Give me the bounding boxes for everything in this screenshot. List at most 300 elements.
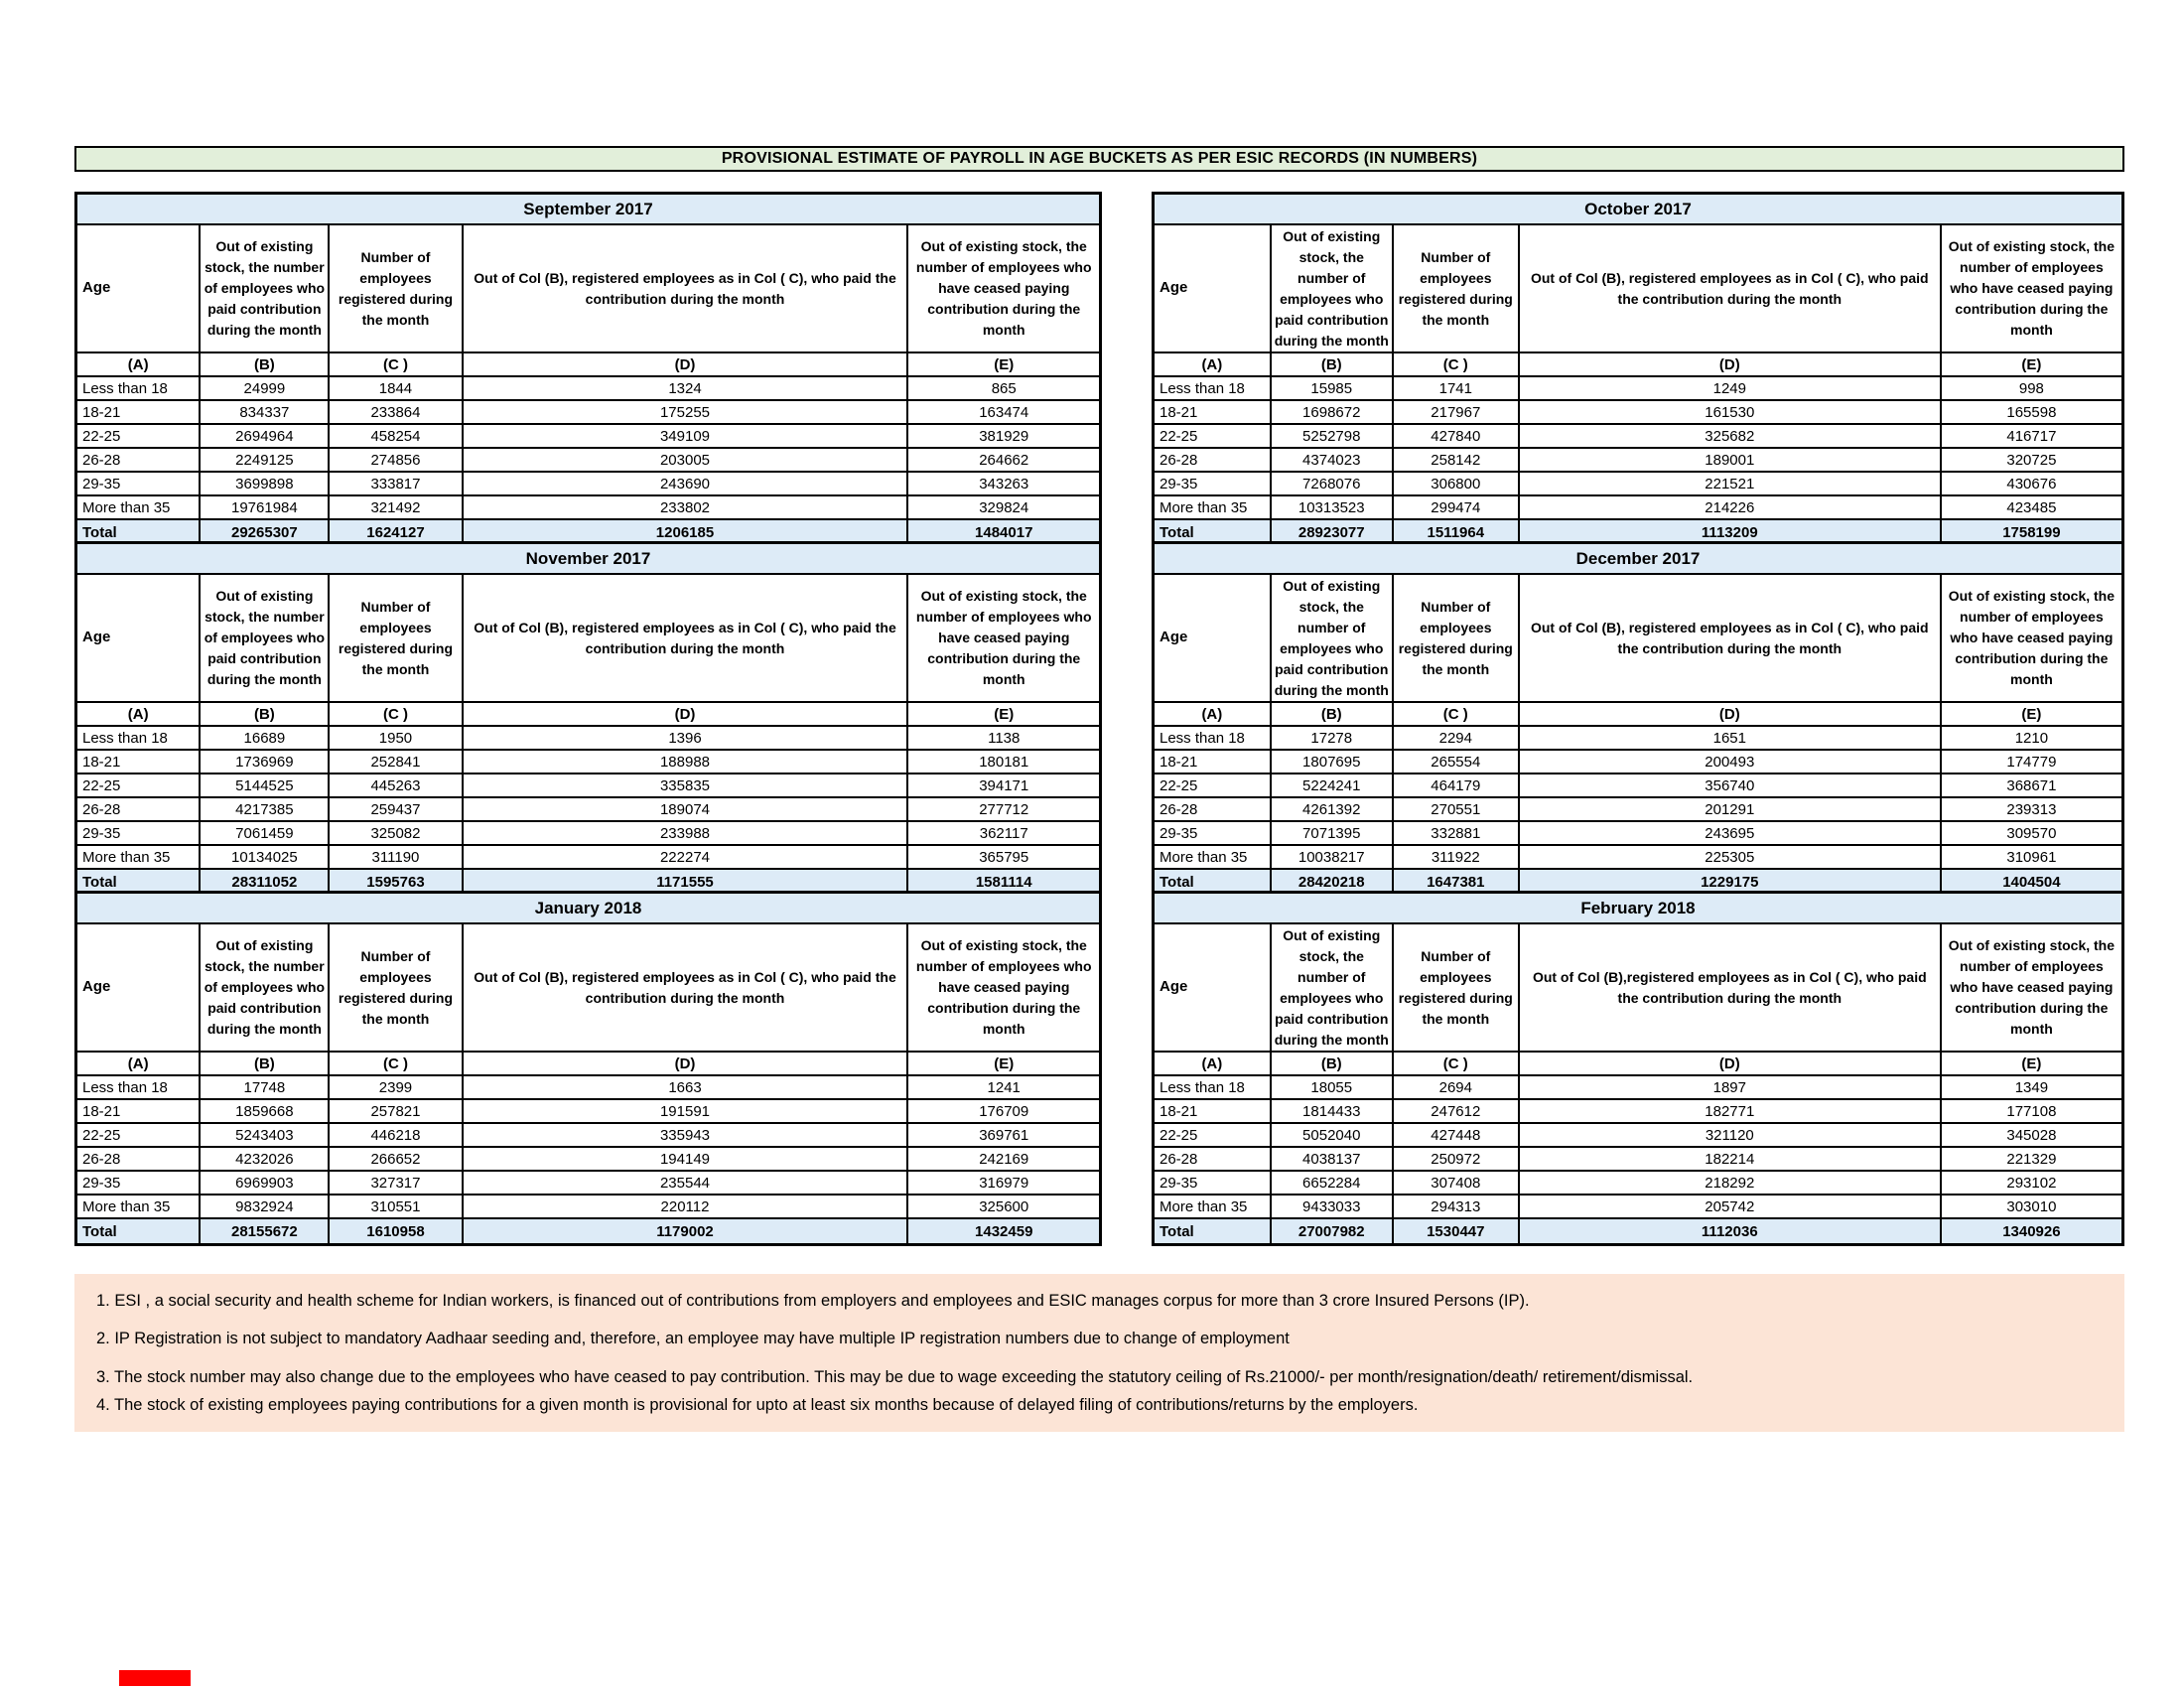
age-cell: 26-28 xyxy=(1154,797,1271,821)
month-row xyxy=(1154,194,2123,225)
value-cell: 265554 xyxy=(1393,750,1519,774)
total-value-cell: 29265307 xyxy=(200,519,329,546)
table-row xyxy=(76,495,1101,519)
month-row xyxy=(1154,893,2123,924)
table-row xyxy=(76,726,1101,750)
total-value-cell: 1432459 xyxy=(907,1218,1100,1245)
value-cell: 5243403 xyxy=(200,1123,329,1147)
value-cell: 1396 xyxy=(463,726,908,750)
value-cell: 333817 xyxy=(329,472,462,495)
column-letter: (C ) xyxy=(329,702,462,726)
value-cell: 1349 xyxy=(1941,1075,2123,1099)
total-row xyxy=(1154,1218,2123,1245)
table-row xyxy=(1154,774,2123,797)
table-row xyxy=(76,424,1101,448)
total-value-cell: 1647381 xyxy=(1393,869,1519,896)
table-row xyxy=(1154,845,2123,869)
col-b-header: Out of existing stock, the number of employees who paid contribution during the month xyxy=(1271,923,1393,1052)
month-row xyxy=(1154,543,2123,575)
total-value-cell: 1340926 xyxy=(1941,1218,2123,1245)
value-cell: 266652 xyxy=(329,1147,462,1171)
column-letter: (C ) xyxy=(329,352,462,376)
red-marker xyxy=(119,1670,191,1686)
column-letter: (A) xyxy=(76,1052,201,1075)
value-cell: 1950 xyxy=(329,726,462,750)
value-cell: 18055 xyxy=(1271,1075,1393,1099)
age-cell: 18-21 xyxy=(76,1099,201,1123)
page-title: PROVISIONAL ESTIMATE OF PAYROLL IN AGE BUCKETS AS PER ESIC RECORDS (IN NUMBERS) xyxy=(74,146,2124,172)
value-cell: 252841 xyxy=(329,750,462,774)
value-cell: 445263 xyxy=(329,774,462,797)
age-cell: 29-35 xyxy=(76,472,201,495)
data-table xyxy=(1152,891,2124,1246)
age-cell: 29-35 xyxy=(1154,821,1271,845)
column-letter: (A) xyxy=(1154,702,1271,726)
value-cell: 423485 xyxy=(1941,495,2123,519)
column-letter-row xyxy=(76,1052,1101,1075)
footnote: 3. The stock number may also change due to the employees who have ceased to pay contribution. This may be due to wage exceeding the statutory ceiling of Rs.21000/- per month/resignation/death/ retirement/dismissal. xyxy=(96,1368,1694,1387)
total-value-cell: 1511964 xyxy=(1393,519,1519,546)
value-cell: 205742 xyxy=(1519,1195,1941,1218)
col-d-header: Out of Col (B),registered employees as in Col ( C), who paid the contribution during the month xyxy=(1519,923,1941,1052)
column-letter: (B) xyxy=(200,702,329,726)
value-cell: 239313 xyxy=(1941,797,2123,821)
value-cell: 274856 xyxy=(329,448,462,472)
value-cell: 299474 xyxy=(1393,495,1519,519)
table-row xyxy=(1154,424,2123,448)
value-cell: 243695 xyxy=(1519,821,1941,845)
value-cell: 250972 xyxy=(1393,1147,1519,1171)
col-c-header: Number of employees registered during the month xyxy=(329,923,462,1052)
table-row xyxy=(76,376,1101,400)
value-cell: 349109 xyxy=(463,424,908,448)
value-cell: 175255 xyxy=(463,400,908,424)
age-cell: More than 35 xyxy=(1154,1195,1271,1218)
value-cell: 194149 xyxy=(463,1147,908,1171)
column-letter: (B) xyxy=(200,1052,329,1075)
table-row xyxy=(1154,1195,2123,1218)
footnote: 4. The stock of existing employees paying contributions for a given month is provisional for upto at least six months because of delayed filing of contributions/returns by the employers. xyxy=(96,1395,1419,1414)
col-b-header: Out of existing stock, the number of employees who paid contribution during the month xyxy=(1271,574,1393,702)
value-cell: 218292 xyxy=(1519,1171,1941,1195)
value-cell: 19761984 xyxy=(200,495,329,519)
column-letter: (E) xyxy=(907,1052,1100,1075)
column-letter: (B) xyxy=(1271,352,1393,376)
month-row xyxy=(76,194,1101,225)
col-c-header: Number of employees registered during the month xyxy=(329,224,462,352)
value-cell: 217967 xyxy=(1393,400,1519,424)
value-cell: 362117 xyxy=(907,821,1100,845)
value-cell: 182214 xyxy=(1519,1147,1941,1171)
total-value-cell: 1206185 xyxy=(463,519,908,546)
value-cell: 214226 xyxy=(1519,495,1941,519)
value-cell: 310551 xyxy=(329,1195,462,1218)
value-cell: 258142 xyxy=(1393,448,1519,472)
value-cell: 365795 xyxy=(907,845,1100,869)
value-cell: 5144525 xyxy=(200,774,329,797)
value-cell: 430676 xyxy=(1941,472,2123,495)
table-row xyxy=(76,1123,1101,1147)
value-cell: 5052040 xyxy=(1271,1123,1393,1147)
value-cell: 320725 xyxy=(1941,448,2123,472)
total-value-cell: 27007982 xyxy=(1271,1218,1393,1245)
month-row xyxy=(76,893,1101,924)
value-cell: 6969903 xyxy=(200,1171,329,1195)
table-row xyxy=(1154,797,2123,821)
table-row xyxy=(76,1147,1101,1171)
value-cell: 1324 xyxy=(463,376,908,400)
value-cell: 1741 xyxy=(1393,376,1519,400)
value-cell: 4217385 xyxy=(200,797,329,821)
age-column-header: Age xyxy=(1154,923,1271,1052)
age-cell: More than 35 xyxy=(76,845,201,869)
col-e-header: Out of existing stock, the number of employees who have ceased paying contribution during the month xyxy=(1941,923,2123,1052)
value-cell: 294313 xyxy=(1393,1195,1519,1218)
column-letter: (E) xyxy=(1941,702,2123,726)
table-row xyxy=(1154,750,2123,774)
value-cell: 1844 xyxy=(329,376,462,400)
value-cell: 343263 xyxy=(907,472,1100,495)
col-c-header: Number of employees registered during the month xyxy=(1393,923,1519,1052)
table-row xyxy=(76,845,1101,869)
value-cell: 9433033 xyxy=(1271,1195,1393,1218)
data-table xyxy=(74,541,1102,897)
age-cell: 29-35 xyxy=(1154,472,1271,495)
table-row xyxy=(1154,1123,2123,1147)
column-letter-row xyxy=(1154,352,2123,376)
table-row xyxy=(76,1171,1101,1195)
value-cell: 2249125 xyxy=(200,448,329,472)
value-cell: 4374023 xyxy=(1271,448,1393,472)
value-cell: 182771 xyxy=(1519,1099,1941,1123)
value-cell: 303010 xyxy=(1941,1195,2123,1218)
data-table xyxy=(74,192,1102,547)
value-cell: 221521 xyxy=(1519,472,1941,495)
value-cell: 174779 xyxy=(1941,750,2123,774)
age-column-header: Age xyxy=(76,224,201,352)
total-value-cell: 1758199 xyxy=(1941,519,2123,546)
value-cell: 2694964 xyxy=(200,424,329,448)
age-cell: 22-25 xyxy=(76,774,201,797)
age-cell: 26-28 xyxy=(1154,1147,1271,1171)
table-row xyxy=(76,1195,1101,1218)
total-row xyxy=(76,1218,1101,1245)
table-row xyxy=(76,448,1101,472)
col-e-header: Out of existing stock, the number of employees who have ceased paying contribution during the month xyxy=(907,574,1100,702)
age-cell: Less than 18 xyxy=(76,726,201,750)
data-table xyxy=(1152,192,2124,547)
value-cell: 369761 xyxy=(907,1123,1100,1147)
value-cell: 165598 xyxy=(1941,400,2123,424)
column-letter: (B) xyxy=(200,352,329,376)
value-cell: 7268076 xyxy=(1271,472,1393,495)
table-row xyxy=(1154,376,2123,400)
value-cell: 368671 xyxy=(1941,774,2123,797)
total-label-cell: Total xyxy=(76,519,201,546)
column-letter: (A) xyxy=(76,702,201,726)
total-label-cell: Total xyxy=(76,869,201,896)
column-letter-row xyxy=(76,702,1101,726)
col-b-header: Out of existing stock, the number of employees who paid contribution during the month xyxy=(1271,224,1393,352)
col-e-header: Out of existing stock, the number of employees who have ceased paying contribution during the month xyxy=(907,224,1100,352)
value-cell: 7071395 xyxy=(1271,821,1393,845)
value-cell: 9832924 xyxy=(200,1195,329,1218)
column-header-row xyxy=(76,923,1101,1052)
table-row xyxy=(1154,821,2123,845)
table-row xyxy=(1154,448,2123,472)
value-cell: 17748 xyxy=(200,1075,329,1099)
footnotes-block xyxy=(74,1274,2124,1432)
value-cell: 1807695 xyxy=(1271,750,1393,774)
age-cell: 29-35 xyxy=(76,1171,201,1195)
total-label-cell: Total xyxy=(1154,519,1271,546)
value-cell: 163474 xyxy=(907,400,1100,424)
value-cell: 247612 xyxy=(1393,1099,1519,1123)
value-cell: 264662 xyxy=(907,448,1100,472)
column-letter: (D) xyxy=(463,702,908,726)
column-header-row xyxy=(1154,923,2123,1052)
value-cell: 1241 xyxy=(907,1075,1100,1099)
value-cell: 321120 xyxy=(1519,1123,1941,1147)
data-table xyxy=(1152,541,2124,897)
column-letter: (C ) xyxy=(1393,352,1519,376)
age-cell: 18-21 xyxy=(76,750,201,774)
column-header-row xyxy=(1154,224,2123,352)
age-cell: 22-25 xyxy=(76,424,201,448)
value-cell: 311190 xyxy=(329,845,462,869)
value-cell: 7061459 xyxy=(200,821,329,845)
table-row xyxy=(76,774,1101,797)
col-e-header: Out of existing stock, the number of employees who have ceased paying contribution during the month xyxy=(907,923,1100,1052)
age-cell: 26-28 xyxy=(76,448,201,472)
age-cell: 29-35 xyxy=(1154,1171,1271,1195)
value-cell: 427840 xyxy=(1393,424,1519,448)
month-label: November 2017 xyxy=(76,543,1101,575)
value-cell: 176709 xyxy=(907,1099,1100,1123)
value-cell: 416717 xyxy=(1941,424,2123,448)
value-cell: 177108 xyxy=(1941,1099,2123,1123)
table-row xyxy=(1154,495,2123,519)
value-cell: 335943 xyxy=(463,1123,908,1147)
age-cell: 26-28 xyxy=(1154,448,1271,472)
age-cell: Less than 18 xyxy=(1154,376,1271,400)
age-cell: 18-21 xyxy=(1154,400,1271,424)
total-value-cell: 1113209 xyxy=(1519,519,1941,546)
value-cell: 203005 xyxy=(463,448,908,472)
value-cell: 325600 xyxy=(907,1195,1100,1218)
total-value-cell: 28923077 xyxy=(1271,519,1393,546)
age-cell: Less than 18 xyxy=(1154,1075,1271,1099)
value-cell: 161530 xyxy=(1519,400,1941,424)
value-cell: 200493 xyxy=(1519,750,1941,774)
table-february-2018 xyxy=(1152,891,2124,1246)
total-label-cell: Total xyxy=(1154,869,1271,896)
value-cell: 10313523 xyxy=(1271,495,1393,519)
month-label: February 2018 xyxy=(1154,893,2123,924)
age-column-header: Age xyxy=(76,574,201,702)
column-letter: (E) xyxy=(1941,1052,2123,1075)
value-cell: 16689 xyxy=(200,726,329,750)
value-cell: 4232026 xyxy=(200,1147,329,1171)
age-cell: 26-28 xyxy=(76,1147,201,1171)
value-cell: 1663 xyxy=(463,1075,908,1099)
value-cell: 242169 xyxy=(907,1147,1100,1171)
value-cell: 10038217 xyxy=(1271,845,1393,869)
age-cell: 22-25 xyxy=(1154,1123,1271,1147)
value-cell: 311922 xyxy=(1393,845,1519,869)
value-cell: 1249 xyxy=(1519,376,1941,400)
value-cell: 222274 xyxy=(463,845,908,869)
table-november-2017 xyxy=(74,541,1102,897)
total-value-cell: 1581114 xyxy=(907,869,1100,896)
table-january-2018 xyxy=(74,891,1102,1246)
value-cell: 1897 xyxy=(1519,1075,1941,1099)
value-cell: 221329 xyxy=(1941,1147,2123,1171)
value-cell: 1210 xyxy=(1941,726,2123,750)
age-column-header: Age xyxy=(1154,574,1271,702)
value-cell: 1736969 xyxy=(200,750,329,774)
value-cell: 307408 xyxy=(1393,1171,1519,1195)
age-cell: 26-28 xyxy=(76,797,201,821)
col-d-header: Out of Col (B), registered employees as in Col ( C), who paid the contribution during the month xyxy=(463,923,908,1052)
table-row xyxy=(1154,1075,2123,1099)
table-row xyxy=(76,400,1101,424)
col-c-header: Number of employees registered during the month xyxy=(1393,574,1519,702)
value-cell: 4261392 xyxy=(1271,797,1393,821)
value-cell: 427448 xyxy=(1393,1123,1519,1147)
value-cell: 865 xyxy=(907,376,1100,400)
value-cell: 356740 xyxy=(1519,774,1941,797)
col-b-header: Out of existing stock, the number of employees who paid contribution during the month xyxy=(200,574,329,702)
age-cell: Less than 18 xyxy=(76,376,201,400)
value-cell: 464179 xyxy=(1393,774,1519,797)
value-cell: 270551 xyxy=(1393,797,1519,821)
col-e-header: Out of existing stock, the number of employees who have ceased paying contribution during the month xyxy=(1941,574,2123,702)
age-cell: Less than 18 xyxy=(1154,726,1271,750)
value-cell: 225305 xyxy=(1519,845,1941,869)
value-cell: 201291 xyxy=(1519,797,1941,821)
total-value-cell: 1624127 xyxy=(329,519,462,546)
col-d-header: Out of Col (B), registered employees as in Col ( C), who paid the contribution during the month xyxy=(1519,224,1941,352)
column-letter-row xyxy=(1154,1052,2123,1075)
value-cell: 335835 xyxy=(463,774,908,797)
total-value-cell: 1229175 xyxy=(1519,869,1941,896)
age-cell: More than 35 xyxy=(76,495,201,519)
value-cell: 2294 xyxy=(1393,726,1519,750)
value-cell: 310961 xyxy=(1941,845,2123,869)
col-c-header: Number of employees registered during the month xyxy=(329,574,462,702)
month-label: September 2017 xyxy=(76,194,1101,225)
table-row xyxy=(76,1075,1101,1099)
column-letter: (D) xyxy=(1519,702,1941,726)
column-letter-row xyxy=(1154,702,2123,726)
value-cell: 316979 xyxy=(907,1171,1100,1195)
table-row xyxy=(1154,726,2123,750)
value-cell: 24999 xyxy=(200,376,329,400)
total-value-cell: 1595763 xyxy=(329,869,462,896)
total-value-cell: 28155672 xyxy=(200,1218,329,1245)
value-cell: 189001 xyxy=(1519,448,1941,472)
column-letter: (A) xyxy=(1154,352,1271,376)
total-label-cell: Total xyxy=(1154,1218,1271,1245)
value-cell: 233864 xyxy=(329,400,462,424)
value-cell: 235544 xyxy=(463,1171,908,1195)
footnote: 1. ESI , a social security and health scheme for Indian workers, is financed out of contributions from employers and employees and ESIC manages corpus for more than 3 crore Insured Persons (IP). xyxy=(96,1292,1530,1310)
col-d-header: Out of Col (B), registered employees as in Col ( C), who paid the contribution during the month xyxy=(1519,574,1941,702)
table-row xyxy=(1154,472,2123,495)
value-cell: 2694 xyxy=(1393,1075,1519,1099)
column-header-row xyxy=(76,224,1101,352)
value-cell: 1814433 xyxy=(1271,1099,1393,1123)
total-value-cell: 28311052 xyxy=(200,869,329,896)
value-cell: 257821 xyxy=(329,1099,462,1123)
col-b-header: Out of existing stock, the number of employees who paid contribution during the month xyxy=(200,923,329,1052)
value-cell: 381929 xyxy=(907,424,1100,448)
value-cell: 4038137 xyxy=(1271,1147,1393,1171)
total-value-cell: 1404504 xyxy=(1941,869,2123,896)
value-cell: 259437 xyxy=(329,797,462,821)
age-cell: Less than 18 xyxy=(76,1075,201,1099)
table-december-2017 xyxy=(1152,541,2124,897)
column-letter: (D) xyxy=(1519,352,1941,376)
value-cell: 233988 xyxy=(463,821,908,845)
age-column-header: Age xyxy=(76,923,201,1052)
age-cell: 22-25 xyxy=(1154,774,1271,797)
total-value-cell: 1171555 xyxy=(463,869,908,896)
value-cell: 188988 xyxy=(463,750,908,774)
table-row xyxy=(76,472,1101,495)
value-cell: 998 xyxy=(1941,376,2123,400)
table-row xyxy=(1154,400,2123,424)
value-cell: 1138 xyxy=(907,726,1100,750)
table-row xyxy=(1154,1171,2123,1195)
col-c-header: Number of employees registered during the month xyxy=(1393,224,1519,352)
age-cell: More than 35 xyxy=(76,1195,201,1218)
age-column-header: Age xyxy=(1154,224,1271,352)
age-cell: More than 35 xyxy=(1154,845,1271,869)
total-value-cell: 28420218 xyxy=(1271,869,1393,896)
value-cell: 306800 xyxy=(1393,472,1519,495)
value-cell: 191591 xyxy=(463,1099,908,1123)
total-value-cell: 1484017 xyxy=(907,519,1100,546)
table-row xyxy=(1154,1147,2123,1171)
value-cell: 15985 xyxy=(1271,376,1393,400)
value-cell: 1859668 xyxy=(200,1099,329,1123)
value-cell: 332881 xyxy=(1393,821,1519,845)
column-letter: (D) xyxy=(1519,1052,1941,1075)
value-cell: 325082 xyxy=(329,821,462,845)
value-cell: 394171 xyxy=(907,774,1100,797)
column-letter-row xyxy=(76,352,1101,376)
value-cell: 6652284 xyxy=(1271,1171,1393,1195)
footnote: 2. IP Registration is not subject to mandatory Aadhaar seeding and, therefore, an employee may have multiple IP registration numbers due to change of employment xyxy=(96,1329,1290,1347)
column-letter: (C ) xyxy=(329,1052,462,1075)
value-cell: 834337 xyxy=(200,400,329,424)
column-letter: (C ) xyxy=(1393,702,1519,726)
value-cell: 327317 xyxy=(329,1171,462,1195)
age-cell: 18-21 xyxy=(1154,750,1271,774)
value-cell: 5252798 xyxy=(1271,424,1393,448)
value-cell: 329824 xyxy=(907,495,1100,519)
table-row xyxy=(1154,1099,2123,1123)
value-cell: 446218 xyxy=(329,1123,462,1147)
value-cell: 1651 xyxy=(1519,726,1941,750)
column-letter: (C ) xyxy=(1393,1052,1519,1075)
table-row xyxy=(76,797,1101,821)
age-cell: More than 35 xyxy=(1154,495,1271,519)
value-cell: 10134025 xyxy=(200,845,329,869)
value-cell: 2399 xyxy=(329,1075,462,1099)
